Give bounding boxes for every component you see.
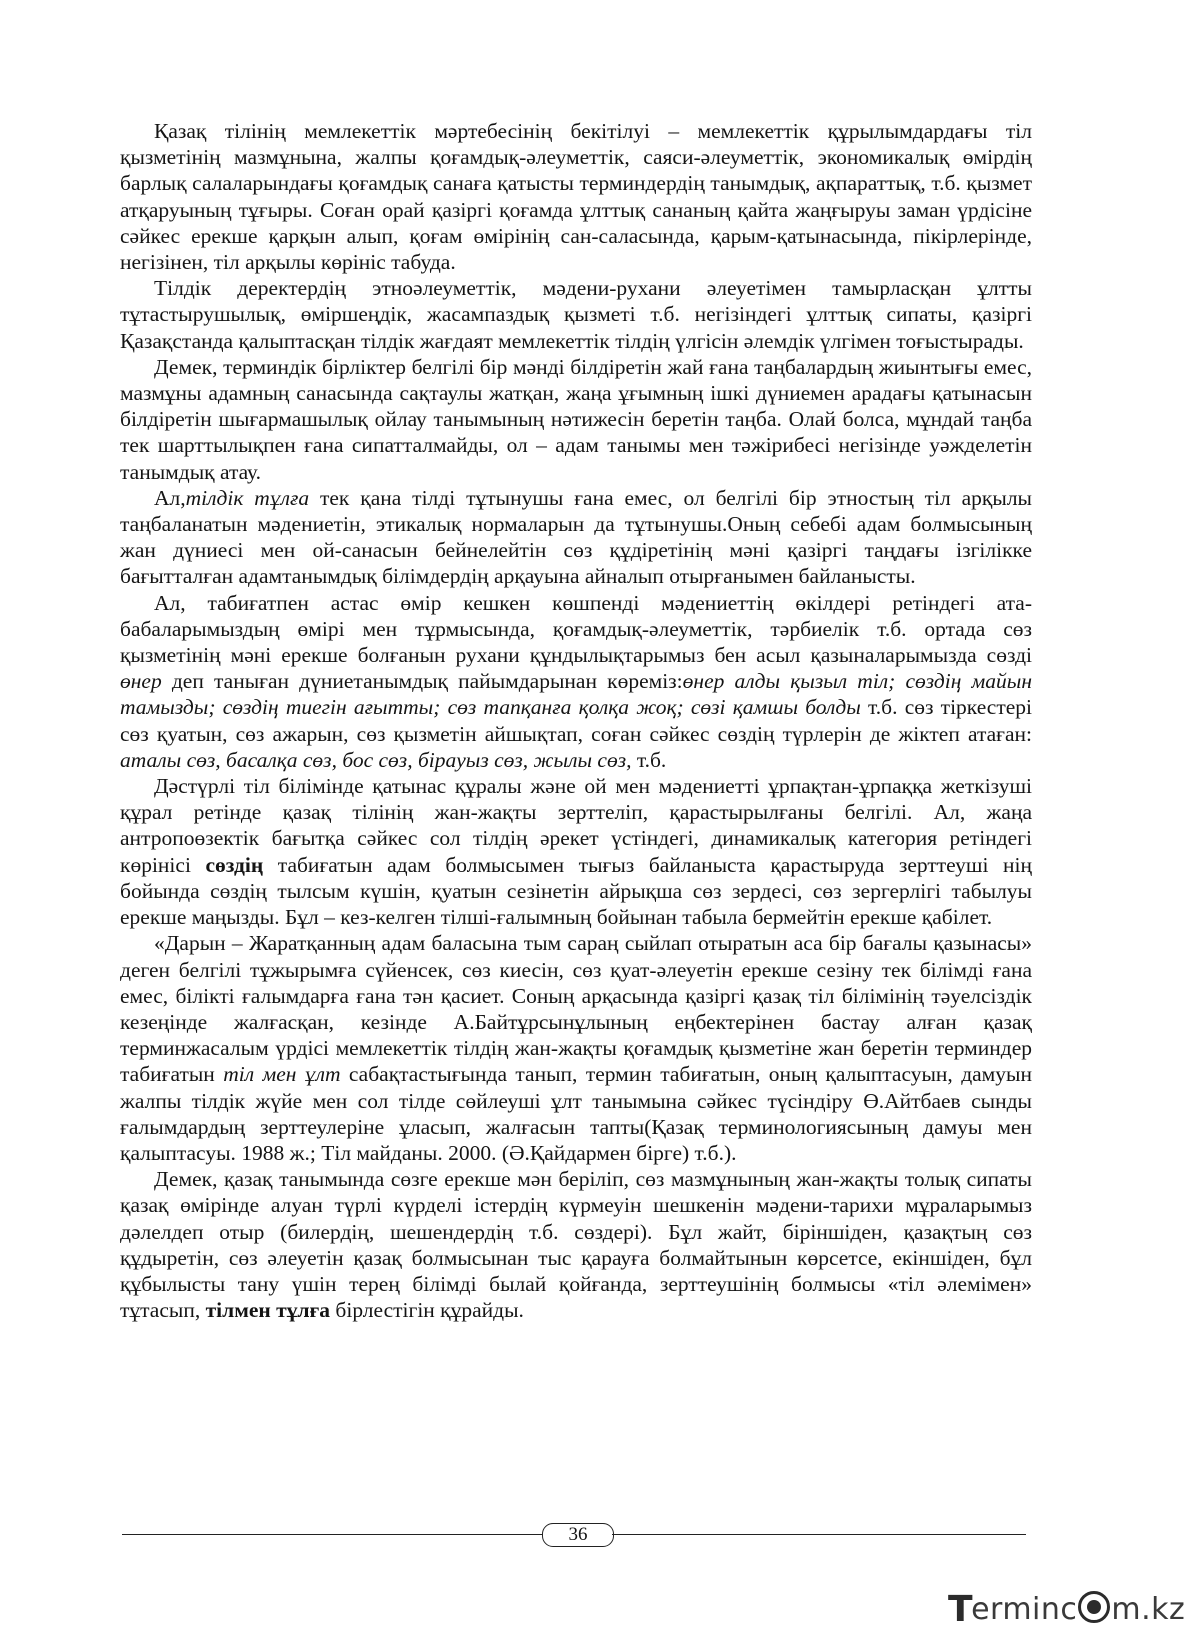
paragraph: [120, 354, 1032, 485]
italic-term: тіл мен ұлт: [223, 1062, 341, 1087]
italic-term: тілдік тұлға: [185, 485, 310, 510]
footer-rule-right: [612, 1534, 1026, 1535]
paragraph: [120, 1166, 1032, 1323]
paragraph-text: т.б.: [631, 747, 667, 772]
paragraph-text: бірлестігін құрайды.: [330, 1298, 524, 1323]
paragraph: [120, 930, 1032, 1166]
paragraph-text: Демек, қазақ танымында сөзге ерекше мән беріліп, сөз мазмұнының жан-жақты толық сипаты қазақ өмірінде алуан түрлі күрделі істердің күрмеуін шешкенін мәдени-тарихи мұраларымыз дәлелдеп отыр (билердің, шешендердің т.б. сөздері). Бұл жайт, біріншіден, қазақтың сөз құдыретін, сөз әлеуетін қазақ болмысынан тыс қарауға болмайтынын көрсетсе, екіншіден, бұл құбылысты тану үшін терең білімді былай қойғанда, зерттеушінің болмысы «тіл әлемімен» тұтасып,: [120, 1167, 1032, 1323]
paragraph: [120, 590, 1032, 773]
italic-term: аталы сөз, басалқа сөз, бос сөз, біраyыз сөз, жылы сөз,: [120, 747, 632, 772]
watermark-text-tail: m.kz: [1111, 1592, 1185, 1627]
paragraph-text: табиғатын адам болмысымен тығыз байланыста қарастыруда зерттеуші нің бойында сөздің тылсым күшін, қуатын сезінетін айрықша сөз зердесі, сөз зергерлігі табылуы ерекше маңызды. Бұл – кез-келген тілші-ғалымның бойынан табыла бермейтін ерекше қабілет.: [120, 852, 1032, 930]
italic-term: өнер алды қызыл тіл; сөздің майын тамызды; сөздің тиегін ағытты; сөз тапқанға қолқа жоқ; сөзі қамшы болды: [120, 669, 1032, 720]
footer-rule-left: [122, 1534, 542, 1535]
watermark-logo-circle-icon: [1078, 1591, 1110, 1623]
bold-term: тілмен тұлға: [205, 1298, 331, 1323]
watermark-logo-t: T: [948, 1589, 974, 1630]
site-watermark: [948, 1590, 1185, 1630]
paragraph-text: «Дарын – Жаратқанның адам баласына тым сараң сыйлап отыратын аса бір бағалы қазынасы» деген белгілі тұжырымға сүйенсек, сөз киесін, сөз қуат-әлеуетін ерекше сезіну тек білімді ғана емес, білікті ғалымдарға ғана тән қасиет. Соның арқасында қазіргі қазақ тіл білімінің тәуелсіздік кезеңінде жалғасқан, кезінде А.Байтұрсынұлының еңбектерінен бастау алған қазақ терминжасалым үрдісі мемлекеттік тілдің жан-жақты қоғамдық қызметіне жан беретін терминдер табиғатын: [120, 931, 1032, 1087]
paragraph-text: тек қана тілді тұтынушы ғана емес, ол белгілі бір этностың тіл арқылы таңбаланатын мәдениетін, этикалық нормаларын да тұтынушы.Оның себебі адам болмысының жан дүниесі мен ой-санасын бейнелейтін сөз құдіретінің мәні қазіргі таңдағы ізгілікке бағытталған адамтанымдық білімдердің арқауына айналып отырғанымен байланысты.: [120, 485, 1032, 589]
page-body: [120, 118, 1032, 1323]
paragraph: [120, 275, 1032, 354]
paragraph-text: Ал, табиғатпен астас өмір кешкен көшпенді мәдениеттің өкілдері ретіндегі ата-бабаларымыздың өмірі мен тұрмысында, қоғамдық-әлеуметтік, тәрбиелік т.б. ортада сөз қызметінің мәні ерекше болғанын рухани құндылықтарымыз бен асыл қазыналарымызда сөзді: [120, 590, 1032, 668]
paragraph-text: Дәстүрлі тіл білімінде қатынас құралы және ой мен мәдениетті ұрпақтан-ұрпаққа жеткізуші құрал ретінде қазақ тілінің жан-жақты зерттеліп, қарастырылғаны белгілі. Ал, жаңа антропоөзектік бағытқа сәйкес сол тілдің әрекет үстіндегі, динамикалық категория ретіндегі көрінісі: [120, 774, 1032, 877]
watermark-text-mid: erminc: [971, 1592, 1078, 1627]
paragraph-text: Ал,: [154, 485, 186, 510]
paragraph-text: Қазақ тілінің мемлекеттік мәртебесінің бекітілуі – мемлекеттік құрылымдардағы тіл қызметінің мазмұнына, жалпы қоғамдық-әлеуметтік, саяси-әлеуметтік, экономикалық өмірдің барлық салаларындағы қоғамдық санаға қатысты терминдердің танымдық, ақпараттық, т.б. қызмет атқаруының тұғыры. Соған орай қазіргі қоғамда ұлттық сананың қайта жаңғыруы заман үрдісіне сәйкес ерекше қарқын алып, қоғам өмірінің сан-саласында, қарым-қатынасында, пікірлерінде, негізінен, тіл арқылы көрініс табуда.: [120, 119, 1032, 275]
paragraph-text: Демек, терминдік бірліктер белгілі бір мәнді білдіретін жай ғана таңбалардың жиынтығы емес, мазмұны адамның санасында сақтаулы жатқан, жаңа ұғымның ішкі дүниемен арадағы қатынасын білдіретін шығармашылық ойлау танымының нәтижесін беретін таңба. Олай болса, мұндай таңба тек шарттылықпен ғана сипатталмайды, ол – адам танымы мен тәжірибесі негізінде уәжделетін танымдық атау.: [120, 354, 1032, 484]
paragraph: [120, 118, 1032, 275]
paragraph-text: сабақтастығында танып, термин табиғатын, оның қалыптасуын, дамуын жалпы тілдік жүйе мен сол тілде сөйлеуші ұлт танымына сәйкес түсіндіру Ө.Айтбаев сынды ғалымдардың зерттеулеріне ұласып, жалғасын тапты(Қазақ терминологиясының дамуы мен қалыптасуы. 1988 ж.; Тіл майданы. 2000. (Ә.Қайдармен бірге) т.б.).: [120, 1062, 1032, 1165]
bold-term: сөздің: [205, 852, 264, 877]
paragraph: [120, 485, 1032, 590]
paragraph-text: деп таныған дүниетанымдық пайымдарынан көреміз:: [161, 669, 683, 694]
paragraph-text: Тілдік деректердің этноәлеуметтік, мәдени-рухани әлеуетімен тамырласқан ұлтты тұтастырушылық, өміршеңдік, жасампаздық қызметі т.б. негізіндегі ұлттық сипаты, қазіргі Қазақстанда қалыптасқан тілдік жағдаят мемлекеттік тілдің үлгісін әлемдік үлгімен тоғыстырады.: [120, 276, 1032, 353]
italic-term: өнер: [120, 669, 162, 694]
paragraph-text: т.б. сөз тіркестері сөз қуатын, сөз ажарын, сөз қызметін айшықтап, соған сәйкес сөздің түрлерін де жіктеп атаған:: [120, 695, 1032, 746]
paragraph: [120, 773, 1032, 930]
page-number: 36: [542, 1523, 614, 1547]
